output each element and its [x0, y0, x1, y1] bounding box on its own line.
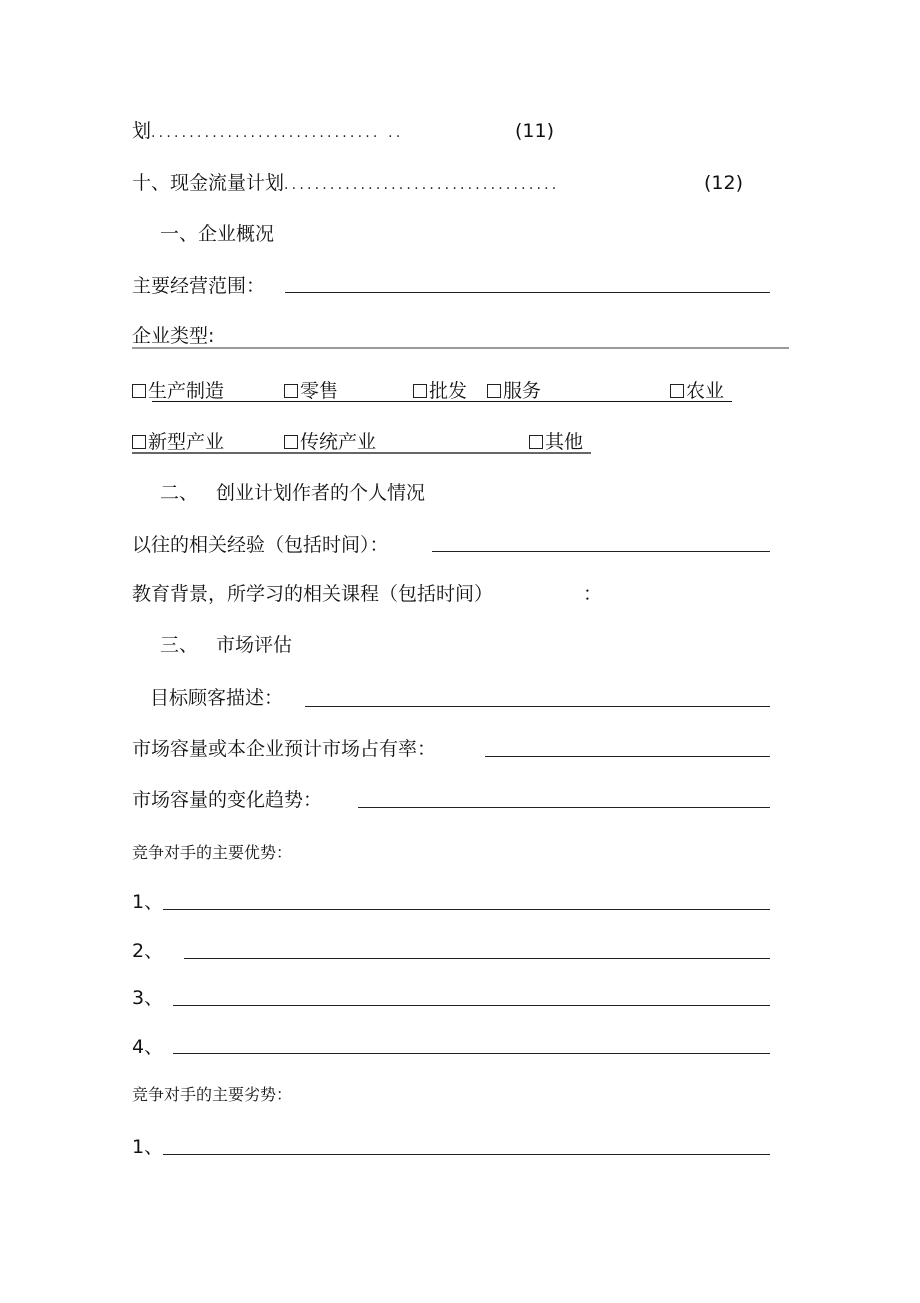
- market-share-label: 市场容量或本企业预计市场占有率：: [132, 738, 437, 760]
- option-traditional-industry[interactable]: 传统产业: [284, 430, 376, 454]
- strength-1-num: 1、: [132, 891, 164, 913]
- section-heading-overview: 一、企业概况: [160, 223, 275, 245]
- section-heading-author: 创业计划作者的个人情况: [216, 482, 426, 504]
- checkbox-icon[interactable]: [529, 435, 543, 449]
- enterprise-type-divider: [132, 347, 789, 349]
- option-service[interactable]: 服务: [487, 379, 541, 403]
- toc-page-number: (11): [515, 120, 555, 142]
- option-retail[interactable]: 零售: [284, 379, 338, 403]
- checkbox-icon[interactable]: [284, 435, 298, 449]
- strength-2-num: 2、: [132, 940, 164, 962]
- checkbox-icon[interactable]: [132, 384, 146, 398]
- strength-1-field[interactable]: [163, 909, 770, 910]
- option-manufacturing[interactable]: 生产制造: [132, 379, 224, 403]
- checkbox-icon[interactable]: [670, 384, 684, 398]
- competitor-strengths-label: 竞争对手的主要优势：: [132, 843, 293, 862]
- toc-page-number: (12): [704, 172, 744, 194]
- options-row2-underline: [132, 452, 591, 454]
- strength-4-field[interactable]: [173, 1053, 770, 1054]
- target-customer-field[interactable]: [305, 706, 770, 707]
- checkbox-icon[interactable]: [413, 384, 427, 398]
- market-trend-label: 市场容量的变化趋势：: [132, 789, 323, 811]
- option-wholesale[interactable]: 批发: [413, 379, 467, 403]
- experience-field[interactable]: [432, 551, 770, 552]
- market-trend-field[interactable]: [358, 807, 770, 808]
- option-other[interactable]: 其他: [529, 430, 583, 454]
- checkbox-icon[interactable]: [487, 384, 501, 398]
- weakness-1-num: 1、: [132, 1136, 164, 1158]
- toc-leader-dots: ....................................: [284, 177, 560, 193]
- option-agriculture[interactable]: 农业: [670, 379, 724, 403]
- weakness-1-field[interactable]: [163, 1154, 770, 1155]
- toc-entry-11[interactable]: [132, 119, 403, 145]
- target-customer-label: 目标顾客描述：: [150, 687, 284, 709]
- strength-3-field[interactable]: [173, 1005, 770, 1006]
- toc-entry-title: 划: [132, 120, 152, 142]
- enterprise-type-label: 企业类型:: [132, 325, 215, 347]
- section-heading-market-num: 三、: [160, 634, 199, 656]
- competitor-weaknesses-label: 竞争对手的主要劣势：: [132, 1085, 293, 1104]
- business-scope-field[interactable]: [285, 292, 770, 293]
- education-label: 教育背景，所学习的相关课程（包括时间）: [132, 583, 494, 605]
- toc-leader-dots: .............................. ..: [151, 125, 404, 141]
- toc-entry-12[interactable]: [132, 171, 559, 197]
- strength-2-field[interactable]: [184, 958, 770, 959]
- section-heading-author-num: 二、: [160, 482, 199, 504]
- education-colon: ：: [583, 583, 603, 605]
- checkbox-icon[interactable]: [284, 384, 298, 398]
- options-row1-underline: [152, 401, 732, 402]
- strength-4-num: 4、: [132, 1036, 164, 1058]
- option-emerging-industry[interactable]: 新型产业: [132, 430, 224, 454]
- strength-3-num: 3、: [132, 987, 164, 1009]
- experience-label: 以往的相关经验（包括时间）：: [132, 534, 389, 556]
- checkbox-icon[interactable]: [132, 435, 146, 449]
- toc-entry-title: 十、现金流量计划: [132, 172, 285, 194]
- section-heading-market: 市场评估: [216, 634, 293, 656]
- business-scope-label: 主要经营范围：: [132, 275, 266, 297]
- market-share-field[interactable]: [485, 756, 770, 757]
